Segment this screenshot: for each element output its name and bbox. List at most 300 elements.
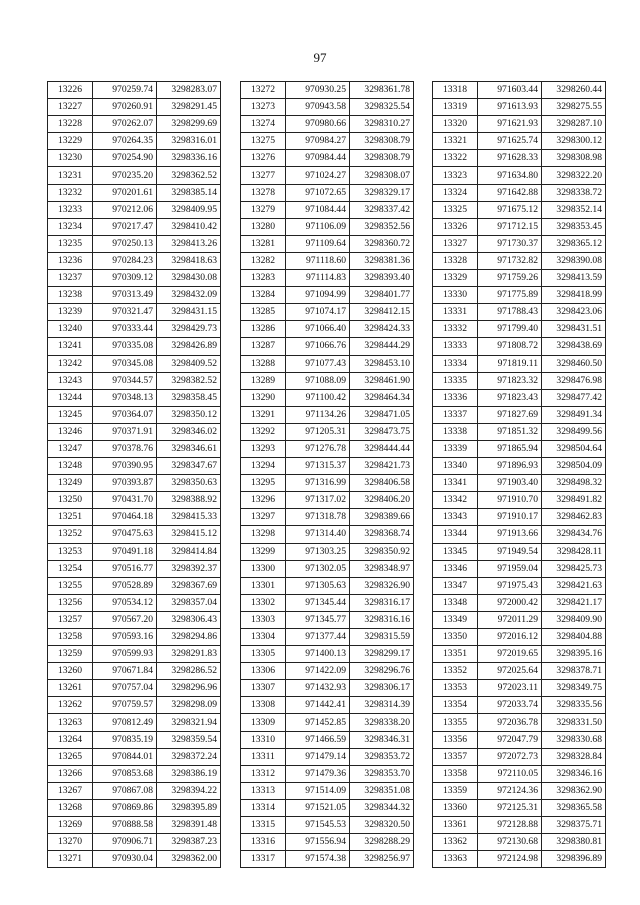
y-coordinate-cell: 3298353.72 bbox=[350, 748, 414, 765]
table-row bbox=[433, 184, 606, 201]
x-coordinate-cell: 971521.05 bbox=[286, 799, 350, 816]
y-coordinate-cell: 3298387.23 bbox=[157, 834, 221, 851]
point-number-cell: 13301 bbox=[241, 577, 286, 594]
point-number-cell: 13226 bbox=[48, 82, 93, 99]
table-row bbox=[48, 338, 221, 355]
table-row bbox=[48, 765, 221, 782]
y-coordinate-cell: 3298335.56 bbox=[542, 697, 606, 714]
point-number-cell: 13230 bbox=[48, 150, 93, 167]
y-coordinate-cell: 3298372.24 bbox=[157, 748, 221, 765]
y-coordinate-cell: 3298389.66 bbox=[350, 509, 414, 526]
table-row bbox=[48, 235, 221, 252]
table-row bbox=[433, 458, 606, 475]
y-coordinate-cell: 3298310.27 bbox=[350, 116, 414, 133]
table-row bbox=[241, 133, 414, 150]
table-row bbox=[433, 594, 606, 611]
table-row bbox=[48, 697, 221, 714]
x-coordinate-cell: 970867.08 bbox=[93, 782, 157, 799]
y-coordinate-cell: 3298316.17 bbox=[350, 594, 414, 611]
x-coordinate-cell: 971545.53 bbox=[286, 817, 350, 834]
point-number-cell: 13343 bbox=[433, 509, 478, 526]
x-coordinate-cell: 971205.31 bbox=[286, 423, 350, 440]
point-number-cell: 13355 bbox=[433, 714, 478, 731]
table-row bbox=[48, 663, 221, 680]
y-coordinate-cell: 3298260.44 bbox=[542, 82, 606, 99]
y-coordinate-cell: 3298288.29 bbox=[350, 834, 414, 851]
y-coordinate-cell: 3298299.17 bbox=[350, 646, 414, 663]
table-row bbox=[433, 82, 606, 99]
table-row bbox=[48, 594, 221, 611]
x-coordinate-cell: 970254.90 bbox=[93, 150, 157, 167]
y-coordinate-cell: 3298349.75 bbox=[542, 680, 606, 697]
y-coordinate-cell: 3298314.39 bbox=[350, 697, 414, 714]
y-coordinate-cell: 3298346.16 bbox=[542, 765, 606, 782]
table-row bbox=[241, 372, 414, 389]
y-coordinate-cell: 3298306.17 bbox=[350, 680, 414, 697]
point-number-cell: 13346 bbox=[433, 560, 478, 577]
point-number-cell: 13327 bbox=[433, 235, 478, 252]
table-row bbox=[48, 611, 221, 628]
point-number-cell: 13272 bbox=[241, 82, 286, 99]
y-coordinate-cell: 3298367.69 bbox=[157, 577, 221, 594]
x-coordinate-cell: 970284.23 bbox=[93, 252, 157, 269]
y-coordinate-cell: 3298380.81 bbox=[542, 834, 606, 851]
point-number-cell: 13356 bbox=[433, 731, 478, 748]
y-coordinate-cell: 3298320.50 bbox=[350, 817, 414, 834]
y-coordinate-cell: 3298326.90 bbox=[350, 577, 414, 594]
table-row bbox=[433, 270, 606, 287]
x-coordinate-cell: 971675.12 bbox=[478, 201, 542, 218]
point-number-cell: 13295 bbox=[241, 475, 286, 492]
x-coordinate-cell: 972033.74 bbox=[478, 697, 542, 714]
x-coordinate-cell: 972025.64 bbox=[478, 663, 542, 680]
table-row bbox=[241, 167, 414, 184]
table-row bbox=[241, 458, 414, 475]
x-coordinate-cell: 971865.94 bbox=[478, 440, 542, 457]
y-coordinate-cell: 3298368.74 bbox=[350, 526, 414, 543]
table-row bbox=[48, 252, 221, 269]
y-coordinate-cell: 3298406.20 bbox=[350, 492, 414, 509]
table-row bbox=[241, 629, 414, 646]
table-row bbox=[48, 543, 221, 560]
table-row bbox=[433, 150, 606, 167]
table-row bbox=[241, 834, 414, 851]
table-row bbox=[48, 406, 221, 423]
table-row bbox=[48, 577, 221, 594]
x-coordinate-cell: 971084.44 bbox=[286, 201, 350, 218]
y-coordinate-cell: 3298298.09 bbox=[157, 697, 221, 714]
x-coordinate-cell: 971556.94 bbox=[286, 834, 350, 851]
table-row bbox=[433, 492, 606, 509]
x-coordinate-cell: 970321.47 bbox=[93, 304, 157, 321]
table-row bbox=[48, 475, 221, 492]
point-number-cell: 13358 bbox=[433, 765, 478, 782]
point-number-cell: 13334 bbox=[433, 355, 478, 372]
table-row bbox=[241, 577, 414, 594]
x-coordinate-cell: 970201.61 bbox=[93, 184, 157, 201]
point-number-cell: 13353 bbox=[433, 680, 478, 697]
point-number-cell: 13303 bbox=[241, 611, 286, 628]
y-coordinate-cell: 3298275.55 bbox=[542, 99, 606, 116]
x-coordinate-cell: 971074.17 bbox=[286, 304, 350, 321]
point-number-cell: 13263 bbox=[48, 714, 93, 731]
point-number-cell: 13260 bbox=[48, 663, 93, 680]
table-row bbox=[48, 116, 221, 133]
y-coordinate-cell: 3298283.07 bbox=[157, 82, 221, 99]
y-coordinate-cell: 3298471.05 bbox=[350, 406, 414, 423]
y-coordinate-cell: 3298429.73 bbox=[157, 321, 221, 338]
y-coordinate-cell: 3298388.92 bbox=[157, 492, 221, 509]
y-coordinate-cell: 3298346.31 bbox=[350, 731, 414, 748]
y-coordinate-cell: 3298322.20 bbox=[542, 167, 606, 184]
y-coordinate-cell: 3298432.09 bbox=[157, 287, 221, 304]
table-row bbox=[241, 423, 414, 440]
y-coordinate-cell: 3298424.33 bbox=[350, 321, 414, 338]
y-coordinate-cell: 3298461.90 bbox=[350, 372, 414, 389]
table-row bbox=[433, 252, 606, 269]
y-coordinate-cell: 3298321.94 bbox=[157, 714, 221, 731]
y-coordinate-cell: 3298287.10 bbox=[542, 116, 606, 133]
table-row bbox=[433, 663, 606, 680]
table-row bbox=[433, 543, 606, 560]
x-coordinate-cell: 971628.33 bbox=[478, 150, 542, 167]
table-row bbox=[48, 150, 221, 167]
point-number-cell: 13332 bbox=[433, 321, 478, 338]
x-coordinate-cell: 970812.49 bbox=[93, 714, 157, 731]
x-coordinate-cell: 971100.42 bbox=[286, 389, 350, 406]
table-row bbox=[241, 304, 414, 321]
y-coordinate-cell: 3298359.54 bbox=[157, 731, 221, 748]
x-coordinate-cell: 971625.74 bbox=[478, 133, 542, 150]
x-coordinate-cell: 971066.76 bbox=[286, 338, 350, 355]
x-coordinate-cell: 971823.43 bbox=[478, 389, 542, 406]
point-number-cell: 13348 bbox=[433, 594, 478, 611]
table-row bbox=[48, 270, 221, 287]
table-row bbox=[433, 475, 606, 492]
table-row bbox=[48, 287, 221, 304]
y-coordinate-cell: 3298337.42 bbox=[350, 201, 414, 218]
point-number-cell: 13268 bbox=[48, 799, 93, 816]
point-number-cell: 13313 bbox=[241, 782, 286, 799]
point-number-cell: 13304 bbox=[241, 629, 286, 646]
x-coordinate-cell: 971094.99 bbox=[286, 287, 350, 304]
x-coordinate-cell: 971318.78 bbox=[286, 509, 350, 526]
point-number-cell: 13283 bbox=[241, 270, 286, 287]
x-coordinate-cell: 972110.05 bbox=[478, 765, 542, 782]
x-coordinate-cell: 971903.40 bbox=[478, 475, 542, 492]
y-coordinate-cell: 3298499.56 bbox=[542, 423, 606, 440]
x-coordinate-cell: 971452.85 bbox=[286, 714, 350, 731]
table-row bbox=[48, 834, 221, 851]
x-coordinate-cell: 971442.41 bbox=[286, 697, 350, 714]
point-number-cell: 13264 bbox=[48, 731, 93, 748]
point-number-cell: 13361 bbox=[433, 817, 478, 834]
x-coordinate-cell: 970567.20 bbox=[93, 611, 157, 628]
point-number-cell: 13275 bbox=[241, 133, 286, 150]
x-coordinate-cell: 972011.29 bbox=[478, 611, 542, 628]
point-number-cell: 13235 bbox=[48, 235, 93, 252]
y-coordinate-cell: 3298421.63 bbox=[542, 577, 606, 594]
y-coordinate-cell: 3298404.88 bbox=[542, 629, 606, 646]
table-row bbox=[241, 355, 414, 372]
point-number-cell: 13287 bbox=[241, 338, 286, 355]
x-coordinate-cell: 970378.76 bbox=[93, 440, 157, 457]
point-number-cell: 13278 bbox=[241, 184, 286, 201]
point-number-cell: 13259 bbox=[48, 646, 93, 663]
x-coordinate-cell: 970888.58 bbox=[93, 817, 157, 834]
y-coordinate-cell: 3298413.26 bbox=[157, 235, 221, 252]
y-coordinate-cell: 3298357.04 bbox=[157, 594, 221, 611]
table-row bbox=[433, 372, 606, 389]
x-coordinate-cell: 971066.40 bbox=[286, 321, 350, 338]
x-coordinate-cell: 971621.93 bbox=[478, 116, 542, 133]
point-number-cell: 13251 bbox=[48, 509, 93, 526]
point-number-cell: 13360 bbox=[433, 799, 478, 816]
table-row bbox=[241, 492, 414, 509]
table-row bbox=[433, 714, 606, 731]
point-number-cell: 13267 bbox=[48, 782, 93, 799]
table-row bbox=[48, 389, 221, 406]
x-coordinate-cell: 970235.20 bbox=[93, 167, 157, 184]
point-number-cell: 13291 bbox=[241, 406, 286, 423]
point-number-cell: 13289 bbox=[241, 372, 286, 389]
y-coordinate-cell: 3298350.12 bbox=[157, 406, 221, 423]
x-coordinate-cell: 971514.09 bbox=[286, 782, 350, 799]
y-coordinate-cell: 3298395.89 bbox=[157, 799, 221, 816]
x-coordinate-cell: 971910.17 bbox=[478, 509, 542, 526]
table-row bbox=[48, 646, 221, 663]
point-number-cell: 13351 bbox=[433, 646, 478, 663]
y-coordinate-cell: 3298415.12 bbox=[157, 526, 221, 543]
y-coordinate-cell: 3298412.15 bbox=[350, 304, 414, 321]
y-coordinate-cell: 3298395.16 bbox=[542, 646, 606, 663]
y-coordinate-cell: 3298426.89 bbox=[157, 338, 221, 355]
y-coordinate-cell: 3298406.58 bbox=[350, 475, 414, 492]
y-coordinate-cell: 3298360.72 bbox=[350, 235, 414, 252]
x-coordinate-cell: 971949.54 bbox=[478, 543, 542, 560]
y-coordinate-cell: 3298362.52 bbox=[157, 167, 221, 184]
table-row bbox=[433, 287, 606, 304]
y-coordinate-cell: 3298421.73 bbox=[350, 458, 414, 475]
y-coordinate-cell: 3298409.90 bbox=[542, 611, 606, 628]
x-coordinate-cell: 971574.38 bbox=[286, 851, 350, 868]
table-row bbox=[241, 560, 414, 577]
x-coordinate-cell: 971642.88 bbox=[478, 184, 542, 201]
point-number-cell: 13262 bbox=[48, 697, 93, 714]
table-row bbox=[433, 526, 606, 543]
table-row bbox=[241, 748, 414, 765]
y-coordinate-cell: 3298464.34 bbox=[350, 389, 414, 406]
point-number-cell: 13247 bbox=[48, 440, 93, 457]
point-number-cell: 13261 bbox=[48, 680, 93, 697]
y-coordinate-cell: 3298296.76 bbox=[350, 663, 414, 680]
y-coordinate-cell: 3298401.77 bbox=[350, 287, 414, 304]
point-number-cell: 13239 bbox=[48, 304, 93, 321]
y-coordinate-cell: 3298362.00 bbox=[157, 851, 221, 868]
x-coordinate-cell: 970212.06 bbox=[93, 201, 157, 218]
y-coordinate-cell: 3298418.99 bbox=[542, 287, 606, 304]
y-coordinate-cell: 3298375.71 bbox=[542, 817, 606, 834]
x-coordinate-cell: 972124.98 bbox=[478, 851, 542, 868]
point-number-cell: 13229 bbox=[48, 133, 93, 150]
y-coordinate-cell: 3298491.82 bbox=[542, 492, 606, 509]
point-number-cell: 13240 bbox=[48, 321, 93, 338]
point-number-cell: 13233 bbox=[48, 201, 93, 218]
y-coordinate-cell: 3298365.12 bbox=[542, 235, 606, 252]
x-coordinate-cell: 970344.57 bbox=[93, 372, 157, 389]
point-number-cell: 13271 bbox=[48, 851, 93, 868]
point-number-cell: 13252 bbox=[48, 526, 93, 543]
coordinate-table-1 bbox=[47, 81, 221, 868]
point-number-cell: 13350 bbox=[433, 629, 478, 646]
y-coordinate-cell: 3298391.48 bbox=[157, 817, 221, 834]
point-number-cell: 13338 bbox=[433, 423, 478, 440]
x-coordinate-cell: 971827.69 bbox=[478, 406, 542, 423]
y-coordinate-cell: 3298434.76 bbox=[542, 526, 606, 543]
table-row bbox=[241, 697, 414, 714]
x-coordinate-cell: 971305.63 bbox=[286, 577, 350, 594]
table-row bbox=[433, 321, 606, 338]
table-row bbox=[241, 150, 414, 167]
point-number-cell: 13341 bbox=[433, 475, 478, 492]
x-coordinate-cell: 971479.36 bbox=[286, 765, 350, 782]
point-number-cell: 13284 bbox=[241, 287, 286, 304]
table-row bbox=[241, 338, 414, 355]
point-number-cell: 13266 bbox=[48, 765, 93, 782]
x-coordinate-cell: 971823.32 bbox=[478, 372, 542, 389]
table-row bbox=[241, 765, 414, 782]
point-number-cell: 13311 bbox=[241, 748, 286, 765]
table-row bbox=[241, 218, 414, 235]
table-row bbox=[241, 389, 414, 406]
table-row bbox=[48, 492, 221, 509]
y-coordinate-cell: 3298504.64 bbox=[542, 440, 606, 457]
point-number-cell: 13345 bbox=[433, 543, 478, 560]
y-coordinate-cell: 3298430.08 bbox=[157, 270, 221, 287]
y-coordinate-cell: 3298385.14 bbox=[157, 184, 221, 201]
table-row bbox=[241, 851, 414, 868]
table-row bbox=[433, 218, 606, 235]
y-coordinate-cell: 3298425.73 bbox=[542, 560, 606, 577]
y-coordinate-cell: 3298352.14 bbox=[542, 201, 606, 218]
x-coordinate-cell: 972023.11 bbox=[478, 680, 542, 697]
x-coordinate-cell: 971799.40 bbox=[478, 321, 542, 338]
x-coordinate-cell: 971114.83 bbox=[286, 270, 350, 287]
x-coordinate-cell: 971910.70 bbox=[478, 492, 542, 509]
x-coordinate-cell: 971024.27 bbox=[286, 167, 350, 184]
coordinate-table-2 bbox=[240, 81, 414, 868]
y-coordinate-cell: 3298421.17 bbox=[542, 594, 606, 611]
table-row bbox=[241, 817, 414, 834]
y-coordinate-cell: 3298306.43 bbox=[157, 611, 221, 628]
point-number-cell: 13281 bbox=[241, 235, 286, 252]
point-number-cell: 13234 bbox=[48, 218, 93, 235]
x-coordinate-cell: 970593.16 bbox=[93, 629, 157, 646]
x-coordinate-cell: 970930.25 bbox=[286, 82, 350, 99]
table-row bbox=[433, 338, 606, 355]
table-row bbox=[433, 560, 606, 577]
x-coordinate-cell: 970262.07 bbox=[93, 116, 157, 133]
table-row bbox=[48, 304, 221, 321]
y-coordinate-cell: 3298462.83 bbox=[542, 509, 606, 526]
point-number-cell: 13286 bbox=[241, 321, 286, 338]
point-number-cell: 13306 bbox=[241, 663, 286, 680]
table-row bbox=[433, 406, 606, 423]
table-row bbox=[48, 321, 221, 338]
table-row bbox=[241, 82, 414, 99]
point-number-cell: 13349 bbox=[433, 611, 478, 628]
y-coordinate-cell: 3298393.40 bbox=[350, 270, 414, 287]
x-coordinate-cell: 970309.12 bbox=[93, 270, 157, 287]
x-coordinate-cell: 970464.18 bbox=[93, 509, 157, 526]
x-coordinate-cell: 971819.11 bbox=[478, 355, 542, 372]
table-row bbox=[433, 817, 606, 834]
table-row bbox=[433, 304, 606, 321]
x-coordinate-cell: 970984.44 bbox=[286, 150, 350, 167]
x-coordinate-cell: 972130.68 bbox=[478, 834, 542, 851]
point-number-cell: 13330 bbox=[433, 287, 478, 304]
x-coordinate-cell: 970217.47 bbox=[93, 218, 157, 235]
point-number-cell: 13323 bbox=[433, 167, 478, 184]
page-number: 97 bbox=[313, 50, 327, 65]
x-coordinate-cell: 970853.68 bbox=[93, 765, 157, 782]
table-row bbox=[433, 748, 606, 765]
x-coordinate-cell: 970259.74 bbox=[93, 82, 157, 99]
point-number-cell: 13302 bbox=[241, 594, 286, 611]
point-number-cell: 13250 bbox=[48, 492, 93, 509]
y-coordinate-cell: 3298410.42 bbox=[157, 218, 221, 235]
x-coordinate-cell: 972036.78 bbox=[478, 714, 542, 731]
y-coordinate-cell: 3298390.08 bbox=[542, 252, 606, 269]
x-coordinate-cell: 971106.09 bbox=[286, 218, 350, 235]
y-coordinate-cell: 3298352.56 bbox=[350, 218, 414, 235]
point-number-cell: 13329 bbox=[433, 270, 478, 287]
y-coordinate-cell: 3298409.52 bbox=[157, 355, 221, 372]
y-coordinate-cell: 3298361.78 bbox=[350, 82, 414, 99]
table-row bbox=[241, 731, 414, 748]
y-coordinate-cell: 3298358.45 bbox=[157, 389, 221, 406]
table-row bbox=[241, 611, 414, 628]
point-number-cell: 13339 bbox=[433, 440, 478, 457]
table-row bbox=[241, 406, 414, 423]
y-coordinate-cell: 3298308.79 bbox=[350, 133, 414, 150]
table-row bbox=[433, 116, 606, 133]
point-number-cell: 13357 bbox=[433, 748, 478, 765]
x-coordinate-cell: 970943.58 bbox=[286, 99, 350, 116]
y-coordinate-cell: 3298428.11 bbox=[542, 543, 606, 560]
table-row bbox=[241, 321, 414, 338]
x-coordinate-cell: 970906.71 bbox=[93, 834, 157, 851]
table-row bbox=[433, 697, 606, 714]
point-number-cell: 13280 bbox=[241, 218, 286, 235]
x-coordinate-cell: 971808.72 bbox=[478, 338, 542, 355]
y-coordinate-cell: 3298438.69 bbox=[542, 338, 606, 355]
table-row bbox=[433, 423, 606, 440]
x-coordinate-cell: 971730.37 bbox=[478, 235, 542, 252]
x-coordinate-cell: 971432.93 bbox=[286, 680, 350, 697]
x-coordinate-cell: 970335.08 bbox=[93, 338, 157, 355]
x-coordinate-cell: 971345.44 bbox=[286, 594, 350, 611]
y-coordinate-cell: 3298308.07 bbox=[350, 167, 414, 184]
point-number-cell: 13270 bbox=[48, 834, 93, 851]
y-coordinate-cell: 3298299.69 bbox=[157, 116, 221, 133]
table-row bbox=[48, 440, 221, 457]
y-coordinate-cell: 3298316.01 bbox=[157, 133, 221, 150]
table-row bbox=[433, 389, 606, 406]
y-coordinate-cell: 3298413.59 bbox=[542, 270, 606, 287]
y-coordinate-cell: 3298453.10 bbox=[350, 355, 414, 372]
table-row bbox=[433, 133, 606, 150]
